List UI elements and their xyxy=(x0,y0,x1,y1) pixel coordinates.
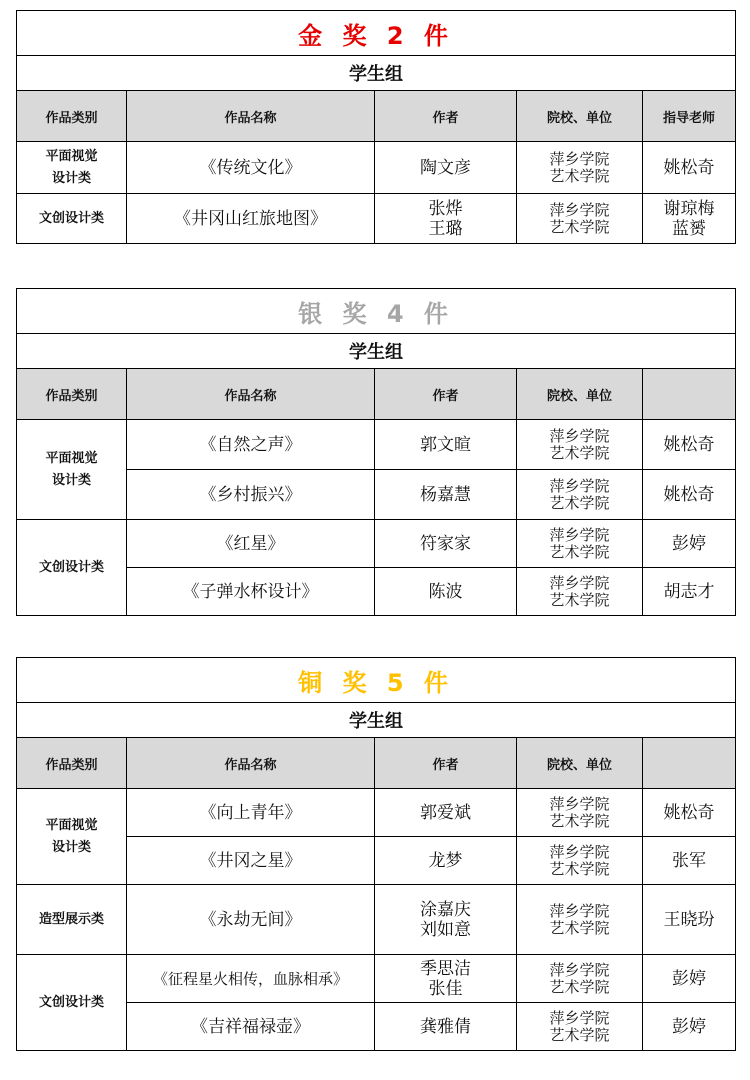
institution-cell: 萍乡学院 艺术学院 xyxy=(517,520,643,568)
gold-group: 学生组 xyxy=(17,56,736,91)
silver-award-table xyxy=(16,288,735,616)
header-category: 作品类别 xyxy=(17,369,127,420)
work-name-cell: 《吉祥福禄壶》 xyxy=(127,1003,375,1051)
header-advisor xyxy=(643,738,736,789)
institution-cell: 萍乡学院 艺术学院 xyxy=(517,1003,643,1051)
silver-group: 学生组 xyxy=(17,334,736,369)
category-cell: 文创设计类 xyxy=(17,955,127,1051)
table-row xyxy=(17,955,736,1003)
institution-cell: 萍乡学院 艺术学院 xyxy=(517,955,643,1003)
category-cell: 平面视觉 设计类 xyxy=(17,789,127,885)
work-name-cell: 《传统文化》 xyxy=(127,142,375,194)
institution-cell: 萍乡学院 艺术学院 xyxy=(517,194,643,244)
work-name-cell: 《井冈之星》 xyxy=(127,837,375,885)
advisor-cell: 姚松奇 xyxy=(643,789,736,837)
institution-cell: 萍乡学院 艺术学院 xyxy=(517,142,643,194)
table-row xyxy=(17,194,736,244)
category-cell: 平面视觉 设计类 xyxy=(17,420,127,520)
work-name-cell: 《向上青年》 xyxy=(127,789,375,837)
author-cell: 郭文暄 xyxy=(375,420,517,470)
advisor-cell: 王晓玢 xyxy=(643,885,736,955)
advisor-cell: 胡志才 xyxy=(643,568,736,616)
header-work-name: 作品名称 xyxy=(127,91,375,142)
bronze-title: 铜 奖 5 件 xyxy=(17,658,736,703)
bronze-award-table xyxy=(16,657,735,1051)
institution-cell: 萍乡学院 艺术学院 xyxy=(517,885,643,955)
work-name-cell: 《自然之声》 xyxy=(127,420,375,470)
author-cell: 陶文彦 xyxy=(375,142,517,194)
advisor-cell: 姚松奇 xyxy=(643,420,736,470)
institution-cell: 萍乡学院 艺术学院 xyxy=(517,837,643,885)
header-category: 作品类别 xyxy=(17,738,127,789)
work-name-cell: 《井冈山红旅地图》 xyxy=(127,194,375,244)
table-row xyxy=(17,420,736,470)
work-name-cell: 《子弹水杯设计》 xyxy=(127,568,375,616)
table-row xyxy=(17,789,736,837)
header-institution: 院校、单位 xyxy=(517,91,643,142)
category-cell: 造型展示类 xyxy=(17,885,127,955)
author-cell: 季思洁 张佳 xyxy=(375,955,517,1003)
header-advisor: 指导老师 xyxy=(643,91,736,142)
header-work-name: 作品名称 xyxy=(127,738,375,789)
advisor-cell: 姚松奇 xyxy=(643,470,736,520)
advisor-cell: 张军 xyxy=(643,837,736,885)
bronze-group: 学生组 xyxy=(17,703,736,738)
category-cell: 文创设计类 xyxy=(17,194,127,244)
work-name-cell: 《征程星火相传，血脉相承》 xyxy=(127,955,375,1003)
author-cell: 龙梦 xyxy=(375,837,517,885)
table-row xyxy=(17,520,736,568)
author-cell: 张烨 王璐 xyxy=(375,194,517,244)
author-cell: 杨嘉慧 xyxy=(375,470,517,520)
advisor-cell: 彭婷 xyxy=(643,520,736,568)
work-name-cell: 《乡村振兴》 xyxy=(127,470,375,520)
advisor-cell: 彭婷 xyxy=(643,955,736,1003)
work-name-cell: 《永劫无间》 xyxy=(127,885,375,955)
institution-cell: 萍乡学院 艺术学院 xyxy=(517,568,643,616)
header-author: 作者 xyxy=(375,369,517,420)
work-name-cell: 《红星》 xyxy=(127,520,375,568)
category-cell: 文创设计类 xyxy=(17,520,127,616)
author-cell: 龚雅倩 xyxy=(375,1003,517,1051)
header-institution: 院校、单位 xyxy=(517,738,643,789)
advisor-cell: 姚松奇 xyxy=(643,142,736,194)
author-cell: 符家家 xyxy=(375,520,517,568)
header-author: 作者 xyxy=(375,91,517,142)
institution-cell: 萍乡学院 艺术学院 xyxy=(517,789,643,837)
table-row xyxy=(17,142,736,194)
header-author: 作者 xyxy=(375,738,517,789)
header-category: 作品类别 xyxy=(17,91,127,142)
author-cell: 陈波 xyxy=(375,568,517,616)
author-cell: 涂嘉庆 刘如意 xyxy=(375,885,517,955)
institution-cell: 萍乡学院 艺术学院 xyxy=(517,470,643,520)
category-cell: 平面视觉 设计类 xyxy=(17,142,127,194)
advisor-cell: 彭婷 xyxy=(643,1003,736,1051)
header-advisor xyxy=(643,369,736,420)
institution-cell: 萍乡学院 艺术学院 xyxy=(517,420,643,470)
header-institution: 院校、单位 xyxy=(517,369,643,420)
author-cell: 郭爱斌 xyxy=(375,789,517,837)
gold-award-table xyxy=(16,10,735,244)
gold-title: 金 奖 2 件 xyxy=(17,11,736,56)
table-row xyxy=(17,885,736,955)
header-work-name: 作品名称 xyxy=(127,369,375,420)
silver-title: 银 奖 4 件 xyxy=(17,289,736,334)
advisor-cell: 谢琼梅 蓝赟 xyxy=(643,194,736,244)
